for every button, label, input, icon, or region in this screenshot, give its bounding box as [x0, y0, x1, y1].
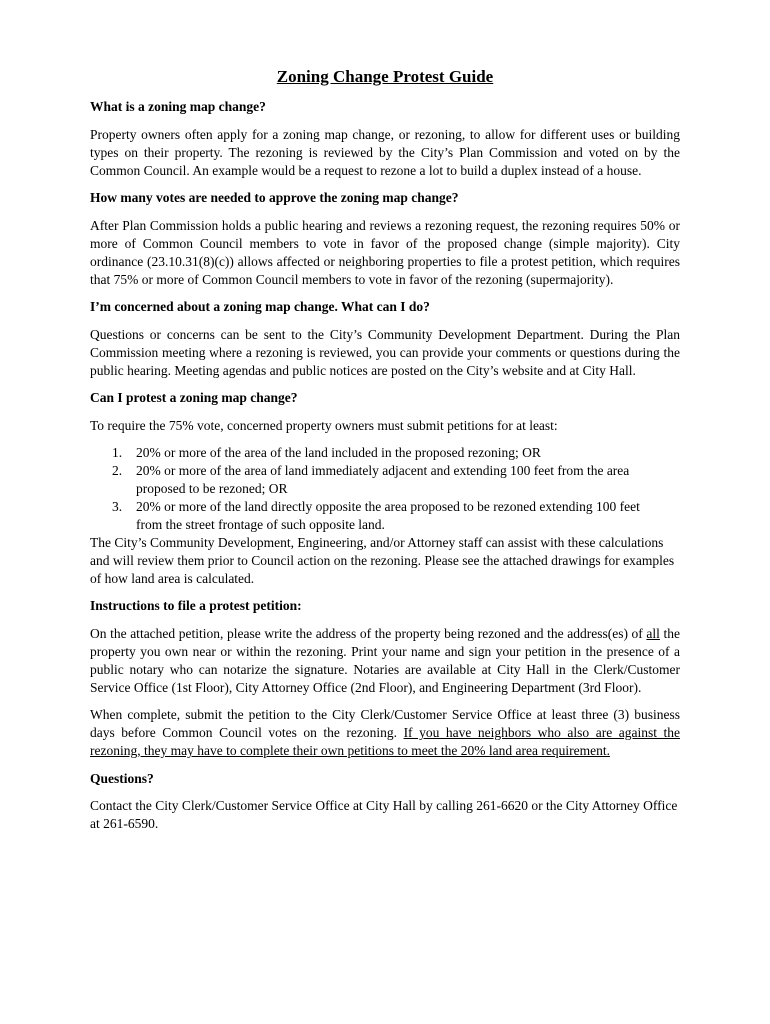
list-item-text: 20% or more of the area of the land included in the proposed rezoning; OR [136, 445, 541, 460]
instructions-text-part2: the property you own near or within the rezoning. Print your name and sign your petition in the presence of a public notary who can notarize the signature. Notaries are available at City Hall in the Clerk/Customer Service Office (1st Floor), City Attorney Office (2nd Floor), and Engineering Department (3rd Floor). [90, 626, 681, 695]
protest-requirements-list [90, 444, 680, 534]
submit-text: When complete, submit the petition to the City Clerk/Customer Service Office at least three (3) business days before Common Council votes on the rezoning. [90, 707, 680, 740]
section-body-zoning-map-change: Property owners often apply for a zoning map change, or rezoning, to allow for different uses or building types on their property. The rezoning is reviewed by the City’s Plan Commission and voted on by the Common Council. An example would be a request to rezone a lot to build a duplex instead of a house. [90, 127, 680, 178]
section-body-questions: Contact the City Clerk/Customer Service Office at City Hall by calling 261-6620 or the City Attorney Office at 261-6590. [90, 798, 678, 831]
section-body-instructions [90, 625, 680, 697]
list-item [90, 498, 656, 534]
section-heading-zoning-map-change: What is a zoning map change? [90, 99, 266, 114]
instructions-text-part1: On the attached petition, please write the address of the property being rezoned and the address(es) of [90, 626, 647, 641]
section-heading-instructions: Instructions to file a protest petition: [90, 598, 302, 613]
list-item-number: 1. [112, 445, 123, 460]
submit-neighbors-note: If you have neighbors who also are against the rezoning, they may have to complete their own petitions to meet the 20% land area requirement. [90, 725, 680, 758]
section-heading-questions: Questions? [90, 771, 154, 786]
list-item [90, 462, 656, 498]
section-body-instructions-submit [90, 706, 680, 760]
list-item-text: 20% or more of the land directly opposite the area proposed to be rezoned extending 100 feet from the street frontage of such opposite land. [136, 499, 640, 532]
section-heading-votes-needed: How many votes are needed to approve the zoning map change? [90, 190, 459, 205]
section-intro-protest: To require the 75% vote, concerned property owners must submit petitions for at least: [90, 418, 558, 433]
list-item-number: 3. [112, 499, 123, 514]
section-body-votes-needed: After Plan Commission holds a public hearing and reviews a rezoning request, the rezoning requires 50% or more of Common Council members to vote in favor of the proposed change (simple majority). City ordinance (23.10.31(8)(c)) allows affected or neighboring properties to file a protest petition, which requires that 75% or more of Common Council members to vote in favor of the rezoning (supermajority). [90, 218, 680, 287]
section-heading-concerned: I’m concerned about a zoning map change. What can I do? [90, 299, 430, 314]
page-title: Zoning Change Protest Guide [276, 67, 494, 86]
section-heading-protest: Can I protest a zoning map change? [90, 390, 298, 405]
section-body-concerned: Questions or concerns can be sent to the City’s Community Development Department. During the Plan Commission meeting where a rezoning is reviewed, you can provide your comments or questions during the public hearing. Meeting agendas and public notices are posted on the City’s website and at City Hall. [90, 327, 680, 378]
section-after-list-protest: The City’s Community Development, Engineering, and/or Attorney staff can assist with these calculations and will review them prior to Council action on the rezoning. Please see the attached drawings for examples of how land area is calculated. [90, 535, 675, 586]
instructions-emphasis-all: all [646, 626, 660, 641]
list-item [90, 444, 656, 462]
list-item-number: 2. [112, 463, 123, 478]
list-item-text: 20% or more of the area of land immediately adjacent and extending 100 feet from the area proposed to be rezoned; OR [136, 463, 630, 496]
